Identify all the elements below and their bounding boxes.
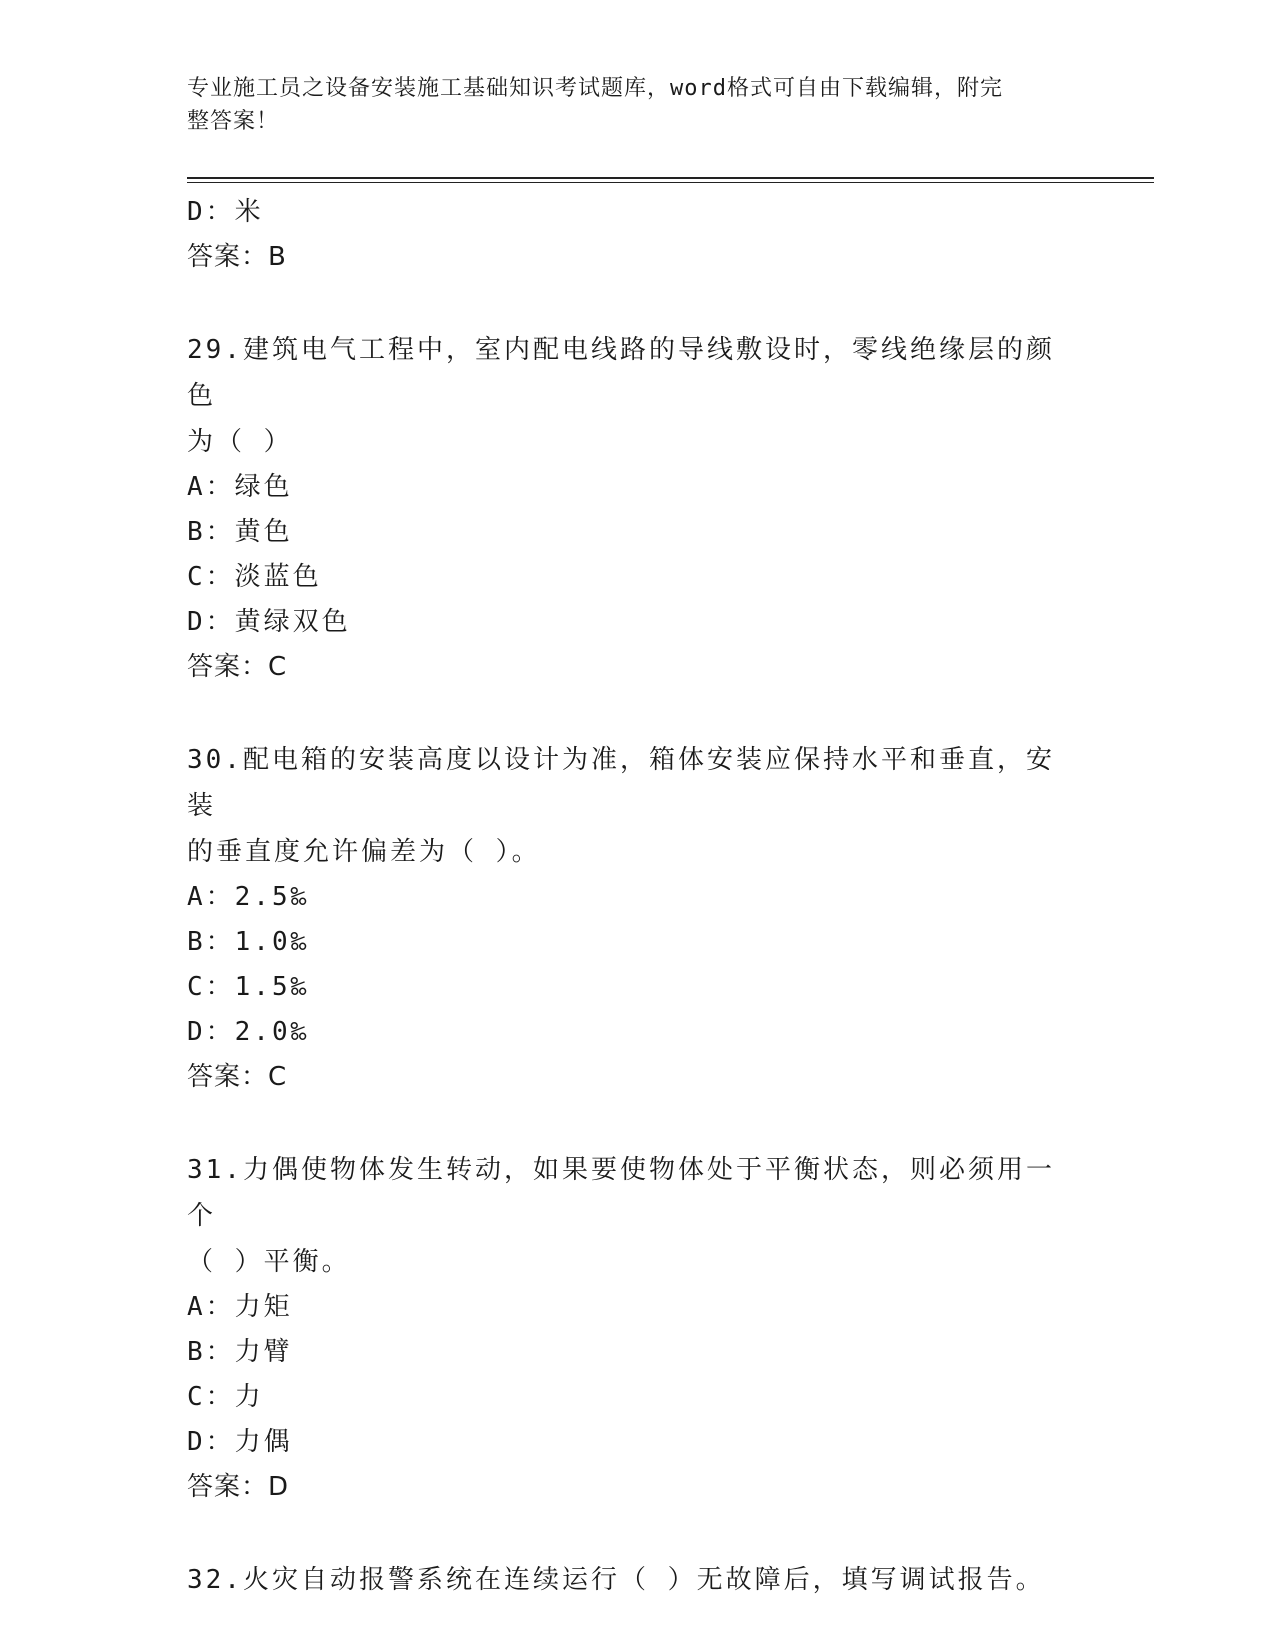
question-stem-line-2: 的垂直度允许偏差为（ ）。: [187, 837, 541, 867]
question-stem: [187, 1147, 1067, 1285]
option-b: B：力臂: [187, 1337, 293, 1367]
option-a: A：2.5‰: [187, 882, 310, 912]
header-title-line-2: 整答案！: [187, 109, 280, 134]
answer-line: 答案：D: [187, 1472, 290, 1502]
option-d: D：米: [187, 197, 264, 227]
option-c: C：淡蓝色: [187, 562, 322, 592]
question-30: [187, 737, 1087, 1100]
option-a: A：力矩: [187, 1292, 293, 1322]
question-stem-line-1: 29.建筑电气工程中，室内配电线路的导线敷设时，零线绝缘层的颜色: [187, 335, 1055, 411]
header-title-line-1: 专业施工员之设备安装施工基础知识考试题库，word格式可自由下载编辑，附完: [187, 76, 1003, 101]
header-divider: [187, 177, 1154, 183]
question-stem-line-2: （ ）平衡。: [187, 1247, 351, 1277]
question-stem-line-2: 为（ ）: [187, 427, 293, 457]
question-list: [187, 190, 1087, 1603]
option-b: B：1.0‰: [187, 927, 310, 957]
question-stem: [187, 1557, 1067, 1603]
option-d: D：黄绿双色: [187, 607, 351, 637]
option-c: C：力: [187, 1382, 264, 1412]
question-stem-line-1: 30.配电箱的安装高度以设计为准，箱体安装应保持水平和垂直，安装: [187, 745, 1055, 821]
question-stem: [187, 327, 1067, 465]
option-d: D：2.0‰: [187, 1017, 310, 1047]
answer-line: 答案：B: [187, 242, 287, 272]
question-32: [187, 1557, 1087, 1603]
question-28-tail: [187, 190, 1087, 280]
option-b: B：黄色: [187, 517, 293, 547]
document-header: [187, 72, 1067, 138]
question-stem-line-1: 31.力偶使物体发生转动，如果要使物体处于平衡状态，则必须用一个: [187, 1155, 1055, 1231]
question-stem: [187, 737, 1067, 875]
option-c: C：1.5‰: [187, 972, 310, 1002]
answer-line: 答案：C: [187, 1062, 288, 1092]
question-29: [187, 327, 1087, 690]
option-a: A：绿色: [187, 472, 293, 502]
option-d: D：力偶: [187, 1427, 293, 1457]
answer-line: 答案：C: [187, 652, 288, 682]
question-31: [187, 1147, 1087, 1510]
question-stem-line-1: 32.火灾自动报警系统在连续运行（ ）无故障后，填写调试报告。: [187, 1565, 1045, 1595]
